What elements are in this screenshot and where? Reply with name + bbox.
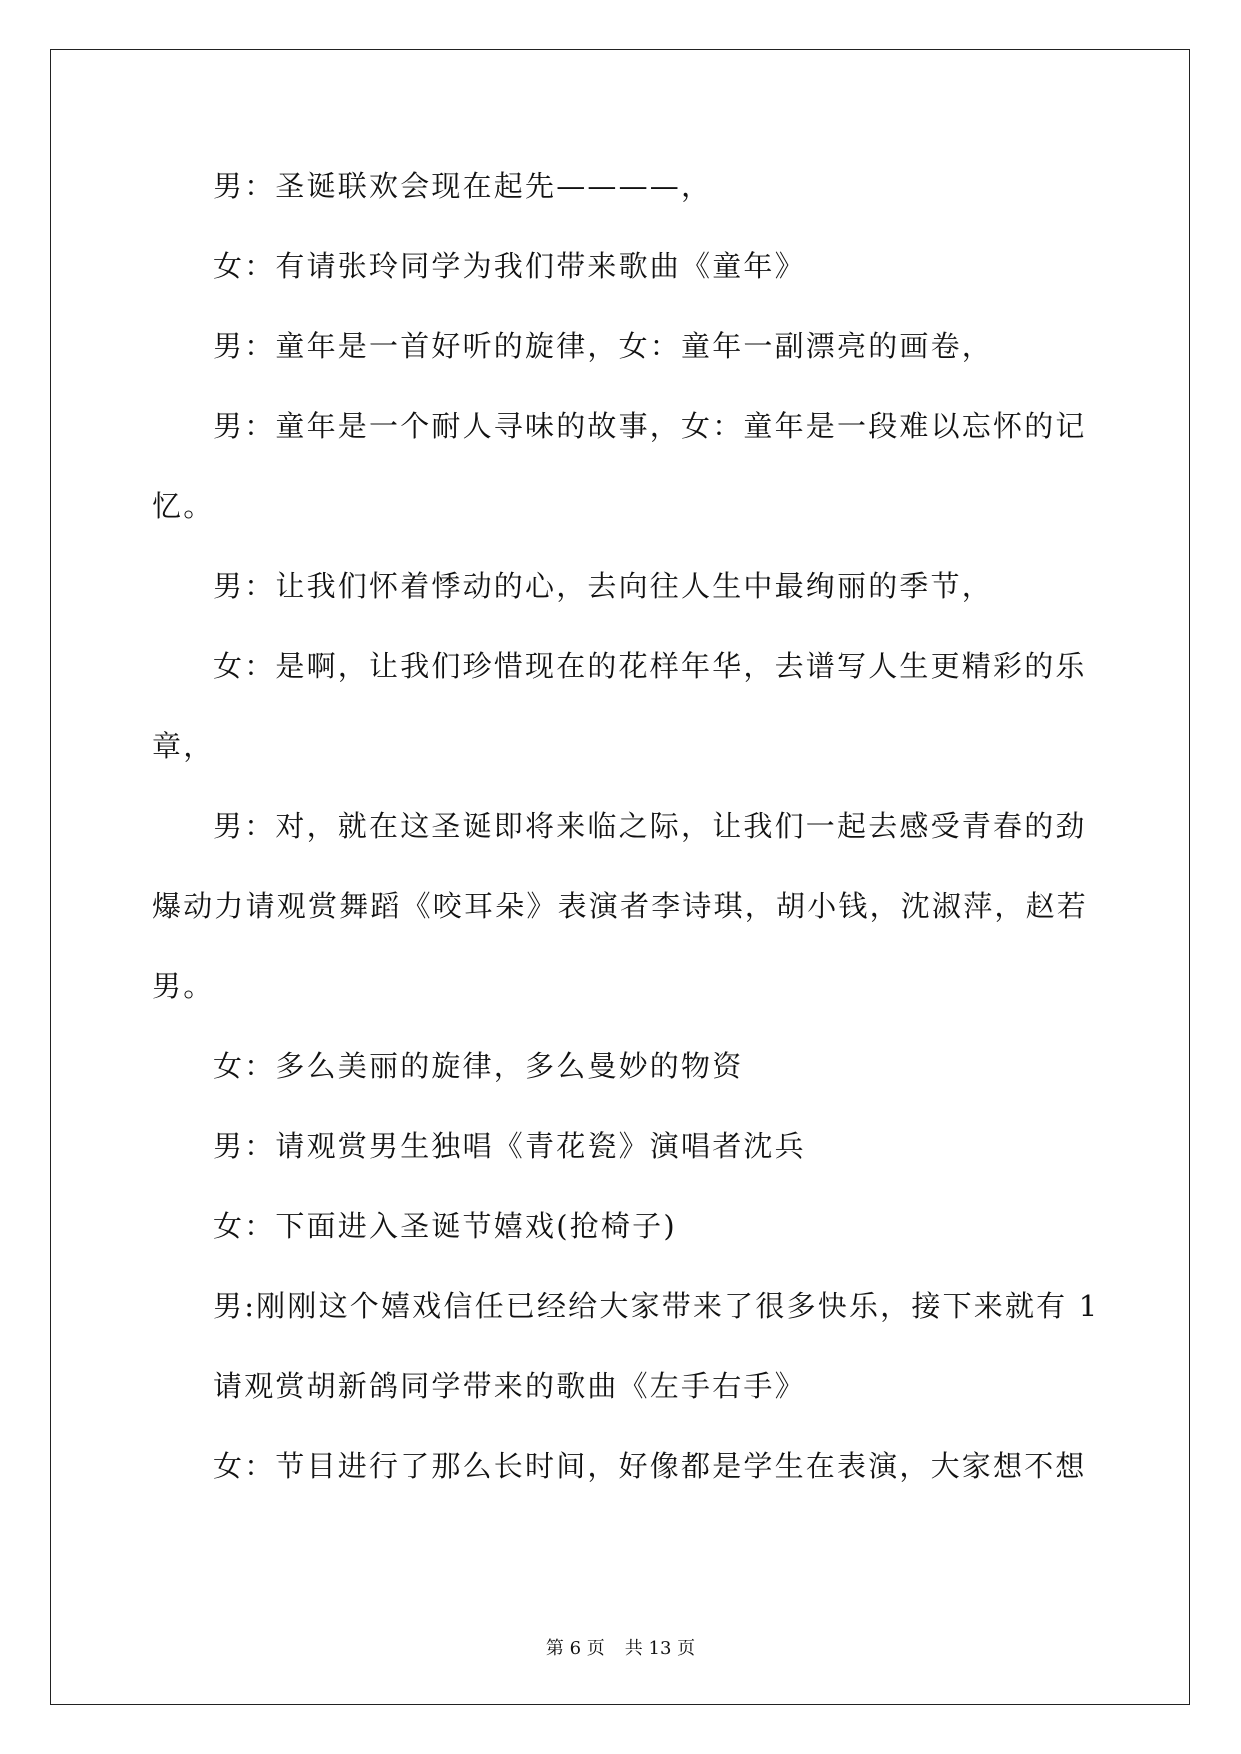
text-line-8: 章， xyxy=(152,729,215,763)
text-line-6: 男：让我们怀着悸动的心，去向往人生中最绚丽的季节， xyxy=(213,569,994,603)
text-line-17: 女：节目进行了那么长时间，好像都是学生在表演，大家想不想 xyxy=(213,1449,1087,1483)
page-total: 共 13 页 xyxy=(624,1638,696,1659)
text-line-16: 请观赏胡新鸽同学带来的歌曲《左手右手》 xyxy=(213,1369,806,1403)
text-line-9: 男：对，就在这圣诞即将来临之际，让我们一起去感受青春的劲 xyxy=(213,809,1087,843)
text-line-3: 男：童年是一首好听的旋律，女：童年一副漂亮的画卷， xyxy=(213,329,994,363)
text-line-10: 爆动力请观赏舞蹈《咬耳朵》表演者李诗琪，胡小钱，沈淑萍，赵若 xyxy=(152,889,1089,923)
text-line-5: 忆。 xyxy=(152,489,215,523)
text-line-13: 男：请观赏男生独唱《青花瓷》演唱者沈兵 xyxy=(213,1129,806,1163)
text-line-11: 男。 xyxy=(152,969,215,1003)
page-number: 第 6 页 xyxy=(545,1638,605,1659)
text-line-15: 男:刚刚这个嬉戏信任已经给大家带来了很多快乐，接下来就有 1 xyxy=(213,1289,1100,1323)
text-line-14: 女：下面进入圣诞节嬉戏(抢椅子) xyxy=(213,1209,677,1243)
text-line-7: 女：是啊，让我们珍惜现在的花样年华，去谱写人生更精彩的乐 xyxy=(213,649,1087,683)
page-footer xyxy=(0,1634,1241,1660)
text-line-12: 女：多么美丽的旋律，多么曼妙的物资 xyxy=(213,1049,744,1083)
text-line-2: 女：有请张玲同学为我们带来歌曲《童年》 xyxy=(213,249,806,283)
text-line-1: 男：圣诞联欢会现在起先————， xyxy=(213,169,713,203)
document-body xyxy=(152,166,1100,1526)
text-line-4: 男：童年是一个耐人寻味的故事，女：童年是一段难以忘怀的记 xyxy=(213,409,1087,443)
